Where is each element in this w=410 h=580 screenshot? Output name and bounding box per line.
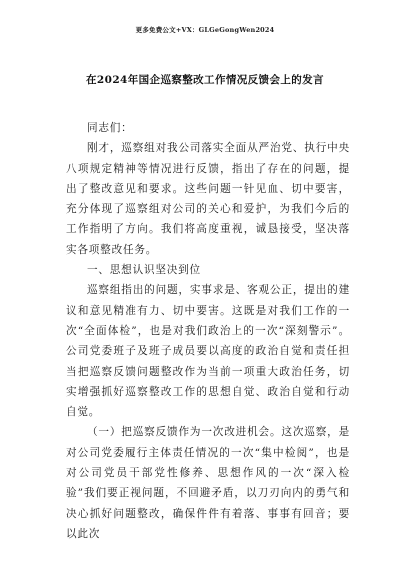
paragraph-subsection-1: （一）把巡察反馈作为一次改进机会。这次巡察，是对公司党委履行主体责任情况的一次“集中检阅”，也是对公司党员干部党性修养、思想作风的一次“深入检验”我们要正视问题，不回避矛盾，以刀刃向内的勇气和决心抓好问题整改，确保件件有着落、事事有回音；要以此次	[66, 426, 350, 540]
paragraph-intro: 刚才，巡察组对我公司落实全面从严治党、执行中央八项规定精神等情况进行反馈，指出了存在的问题，提出了整改意见和要求。这些问题一针见血、切中要害，充分体现了巡察组对公司的关心和爱护，为我们今后的工作指明了方向。我们将高度重视，诚恳接受，坚决落实各项整改任务。	[66, 142, 350, 256]
document-body	[66, 118, 350, 544]
paragraph-section-1: 巡察组指出的问题，实事求是、客观公正，提出的建议和意见精准有力、切中要害。这既是对我们工作的一次“全面体检”，也是对我们政治上的一次“深刻警示”。公司党委班子及班子成员要以高度的政治自觉和责任担当把巡察反馈问题整改作为当前一项重大政治任务，切实增强抓好巡察整改工作的思想自觉、政治自觉和行动自觉。	[66, 284, 350, 419]
header-note: 更多免费公文+VX：GLGeGongWen2024	[135, 26, 275, 34]
section-heading-1: 一、思想认识坚决到位	[87, 264, 201, 277]
salutation: 同志们：	[87, 122, 133, 134]
document-title: 在2024年国企巡察整改工作情况反馈会上的发言	[86, 74, 324, 86]
